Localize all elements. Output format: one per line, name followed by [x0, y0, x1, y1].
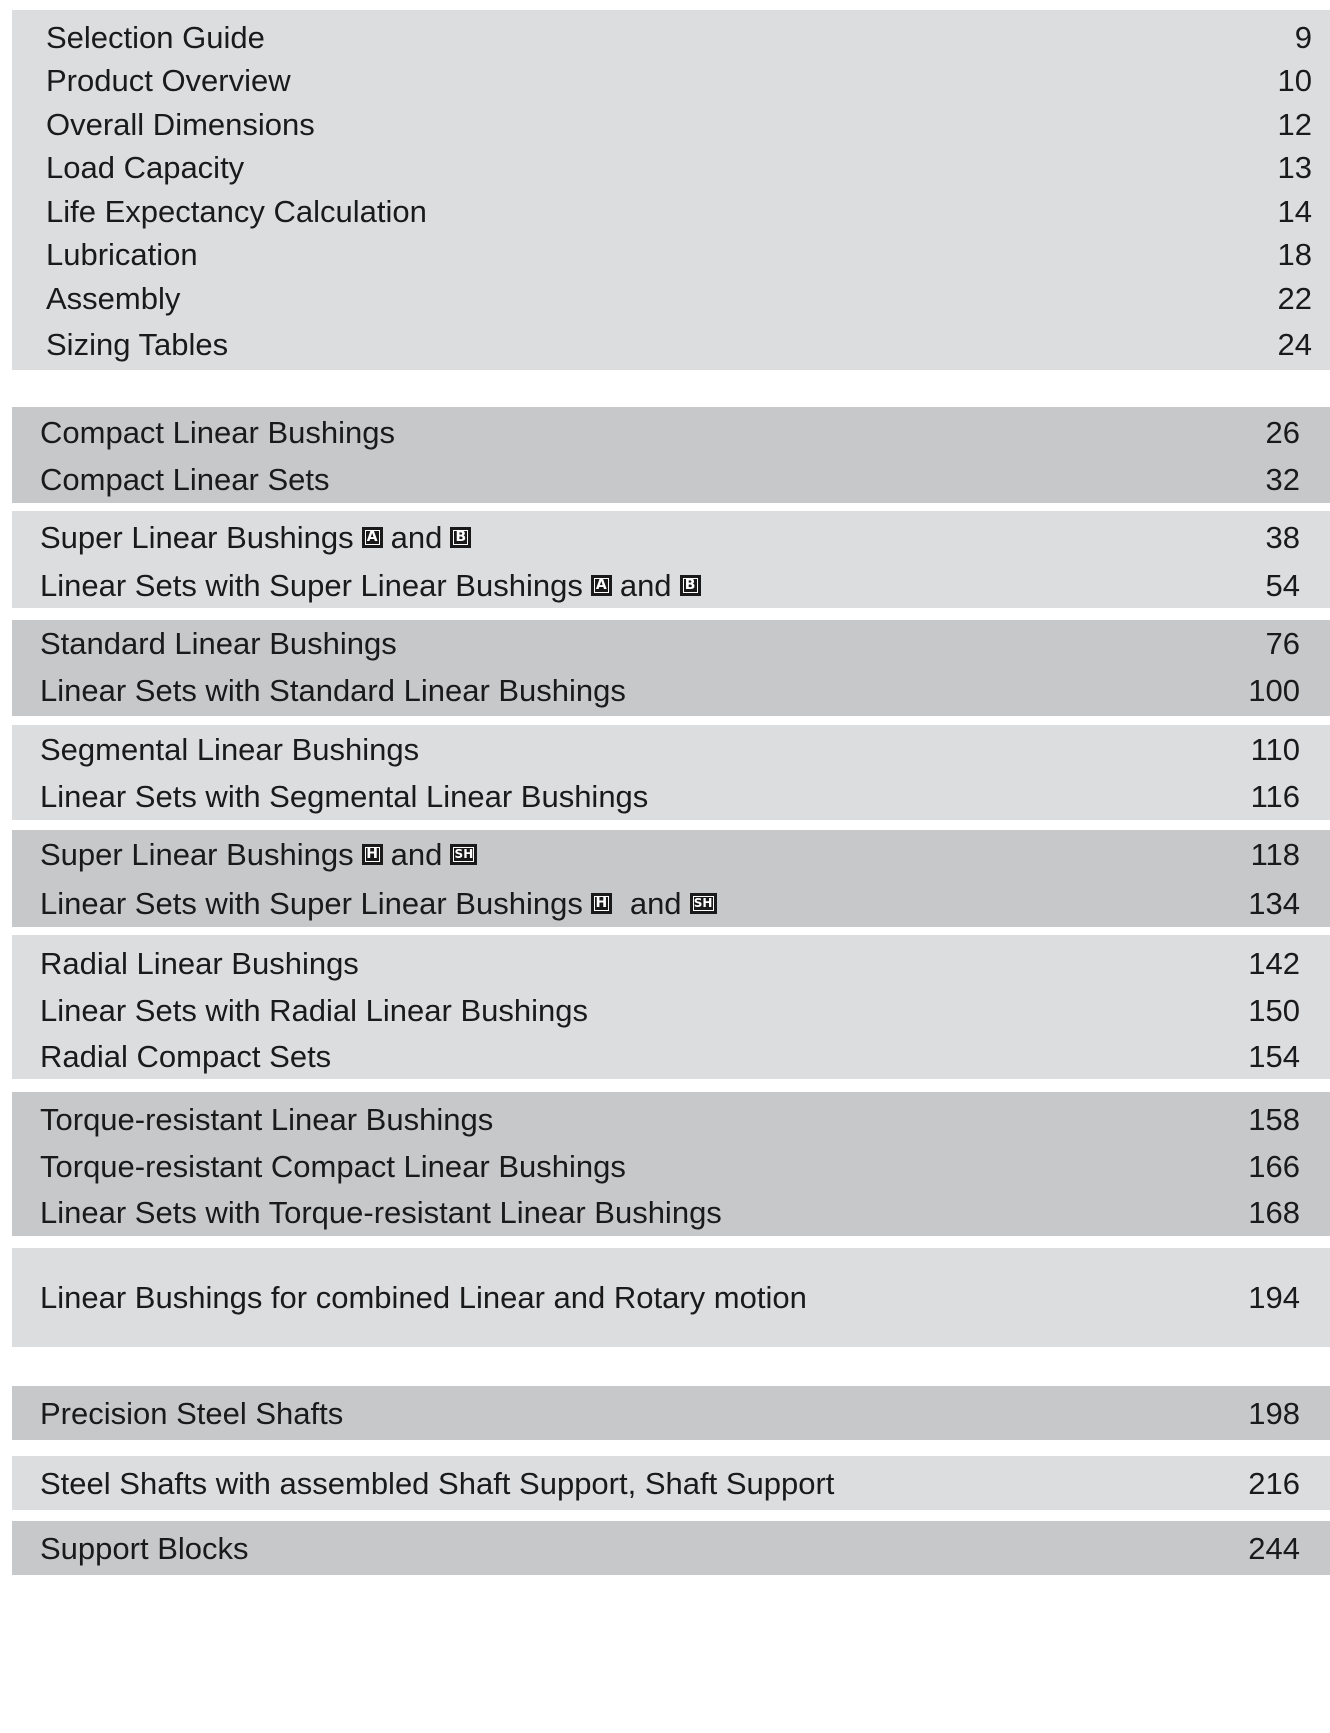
toc-entry-shaft-support[interactable]	[12, 1467, 1330, 1499]
toc-entry-label: Compact Linear Sets	[40, 461, 330, 497]
toc-entry-label-text: Super Linear Bushings	[40, 519, 354, 555]
toc-entry-label: Assembly	[46, 280, 181, 316]
toc-section-support-blocks	[12, 1521, 1330, 1575]
toc-entry-label: Segmental Linear Bushings	[40, 731, 420, 767]
toc-entry-rotary-bushings[interactable]	[12, 1281, 1330, 1313]
toc-entry-page: 168	[1248, 1194, 1300, 1230]
toc-entry-radial-sets[interactable]	[12, 994, 1330, 1026]
toc-entry-label: Radial Linear Bushings	[40, 945, 359, 981]
toc-entry-page: 9	[1294, 19, 1312, 55]
toc-entry-page: 154	[1248, 1038, 1300, 1074]
toc-entry-label: Torque-resistant Compact Linear Bushings	[40, 1148, 626, 1184]
type-a-badge-icon: A	[362, 527, 383, 548]
toc-entry-compact-sets[interactable]	[12, 463, 1330, 495]
toc-entry-label-and: and	[390, 836, 443, 872]
type-sh-badge-icon: SH	[450, 844, 477, 865]
toc-entry-life-expectancy[interactable]	[12, 195, 1330, 227]
toc-section-standard	[12, 620, 1330, 716]
toc-entry-label-text: Linear Sets with Super Linear Bushings	[40, 885, 583, 921]
toc-entry-label: Steel Shafts with assembled Shaft Support, Shaft Support	[40, 1465, 835, 1501]
toc-entry-radial-compact-sets[interactable]	[12, 1040, 1330, 1072]
toc-entry-label-and: and	[629, 885, 682, 921]
toc-entry-label: Compact Linear Bushings	[40, 414, 395, 450]
toc-entry-page: 216	[1248, 1465, 1300, 1501]
toc-entry-label-and: and	[390, 519, 443, 555]
toc-entry-label: Linear Bushings for combined Linear and Rotary motion	[40, 1279, 807, 1315]
toc-section-super-hsh	[12, 830, 1330, 927]
toc-entry-page: 158	[1248, 1101, 1300, 1137]
toc-entry-page: 194	[1248, 1279, 1300, 1315]
toc-entry-standard-bushings[interactable]	[12, 627, 1330, 659]
toc-entry-super-ab-sets[interactable]	[12, 569, 1330, 601]
toc-section-torque	[12, 1092, 1330, 1236]
type-b-badge-icon: B	[450, 527, 471, 548]
toc-entry-page: 134	[1248, 885, 1300, 921]
toc-section-general	[12, 10, 1330, 370]
toc-entry-radial-bushings[interactable]	[12, 947, 1330, 979]
toc-entry-page: 244	[1248, 1530, 1300, 1566]
toc-entry-assembly[interactable]	[12, 282, 1330, 314]
toc-entry-segmental-bushings[interactable]	[12, 733, 1330, 765]
toc-entry-overall-dimensions[interactable]	[12, 108, 1330, 140]
toc-section-shafts	[12, 1386, 1330, 1440]
toc-entry-page: 76	[1265, 625, 1300, 661]
toc-entry-support-blocks[interactable]	[12, 1532, 1330, 1564]
toc-entry-sizing-tables[interactable]	[12, 328, 1330, 360]
toc-entry-page: 13	[1277, 149, 1312, 185]
toc-entry-label	[12, 885, 725, 921]
toc-entry-torque-sets[interactable]	[12, 1196, 1330, 1228]
toc-section-radial	[12, 935, 1330, 1079]
toc-entry-label: Support Blocks	[40, 1530, 249, 1566]
type-h-badge-icon: H	[362, 844, 383, 865]
toc-entry-page: 142	[1248, 945, 1300, 981]
toc-entry-label: Product Overview	[46, 62, 291, 98]
toc-entry-page: 166	[1248, 1148, 1300, 1184]
type-h-badge-icon: H	[591, 893, 612, 914]
toc-section-shaft-support	[12, 1456, 1330, 1510]
toc-entry-label: Overall Dimensions	[46, 106, 315, 142]
toc-entry-label: Torque-resistant Linear Bushings	[40, 1101, 494, 1137]
toc-entry-standard-sets[interactable]	[12, 674, 1330, 706]
toc-entry-page: 38	[1265, 519, 1300, 555]
toc-entry-label	[12, 836, 485, 872]
toc-section-rotary	[12, 1248, 1330, 1347]
toc-entry-label: Lubrication	[46, 236, 198, 272]
toc-entry-page: 116	[1250, 778, 1300, 814]
toc-entry-page: 22	[1277, 280, 1312, 316]
toc-entry-page: 32	[1265, 461, 1300, 497]
toc-entry-label	[12, 519, 479, 555]
toc-entry-label: Linear Sets with Radial Linear Bushings	[40, 992, 588, 1028]
toc-entry-lubrication[interactable]	[12, 238, 1330, 270]
toc-entry-page: 10	[1277, 62, 1312, 98]
type-b-badge-icon: B	[680, 575, 701, 596]
toc-entry-page: 24	[1277, 326, 1312, 362]
toc-entry-page: 110	[1250, 731, 1300, 767]
toc-entry-segmental-sets[interactable]	[12, 780, 1330, 812]
toc-section-segmental	[12, 725, 1330, 820]
toc-entry-label: Standard Linear Bushings	[40, 625, 397, 661]
toc-entry-torque-bushings[interactable]	[12, 1103, 1330, 1135]
toc-entry-super-hsh-bushings[interactable]	[12, 838, 1330, 870]
toc-entry-label: Radial Compact Sets	[40, 1038, 332, 1074]
type-sh-badge-icon: SH	[690, 893, 717, 914]
toc-entry-label: Load Capacity	[46, 149, 245, 185]
toc-entry-torque-compact[interactable]	[12, 1150, 1330, 1182]
toc-entry-load-capacity[interactable]	[12, 151, 1330, 183]
toc-entry-label	[12, 567, 709, 603]
toc-entry-super-ab-bushings[interactable]	[12, 521, 1330, 553]
toc-entry-page: 14	[1277, 193, 1312, 229]
toc-entry-compact-bushings[interactable]	[12, 416, 1330, 448]
toc-entry-precision-shafts[interactable]	[12, 1397, 1330, 1429]
toc-entry-page: 150	[1248, 992, 1300, 1028]
toc-entry-label: Sizing Tables	[46, 326, 229, 362]
toc-entry-product-overview[interactable]	[12, 64, 1330, 96]
type-a-badge-icon: A	[591, 575, 612, 596]
toc-entry-page: 54	[1265, 567, 1300, 603]
toc-section-compact	[12, 407, 1330, 503]
toc-entry-page: 26	[1265, 414, 1300, 450]
toc-entry-page: 12	[1277, 106, 1312, 142]
toc-section-super-ab	[12, 511, 1330, 608]
toc-entry-page: 100	[1248, 672, 1300, 708]
toc-entry-label: Linear Sets with Standard Linear Bushings	[40, 672, 626, 708]
toc-entry-label-text: Linear Sets with Super Linear Bushings	[40, 567, 583, 603]
toc-entry-selection-guide[interactable]	[12, 21, 1330, 53]
toc-entry-label-and: and	[619, 567, 672, 603]
toc-entry-page: 18	[1277, 236, 1312, 272]
toc-entry-label: Linear Sets with Torque-resistant Linear Bushings	[40, 1194, 722, 1230]
toc-entry-label: Linear Sets with Segmental Linear Bushings	[40, 778, 649, 814]
toc-entry-label-text: Super Linear Bushings	[40, 836, 354, 872]
toc-entry-label: Precision Steel Shafts	[40, 1395, 344, 1431]
toc-entry-page: 118	[1250, 836, 1300, 872]
toc-entry-label: Selection Guide	[46, 19, 265, 55]
toc-entry-page: 198	[1248, 1395, 1300, 1431]
toc-entry-super-hsh-sets[interactable]	[12, 887, 1330, 919]
toc-entry-label: Life Expectancy Calculation	[46, 193, 427, 229]
